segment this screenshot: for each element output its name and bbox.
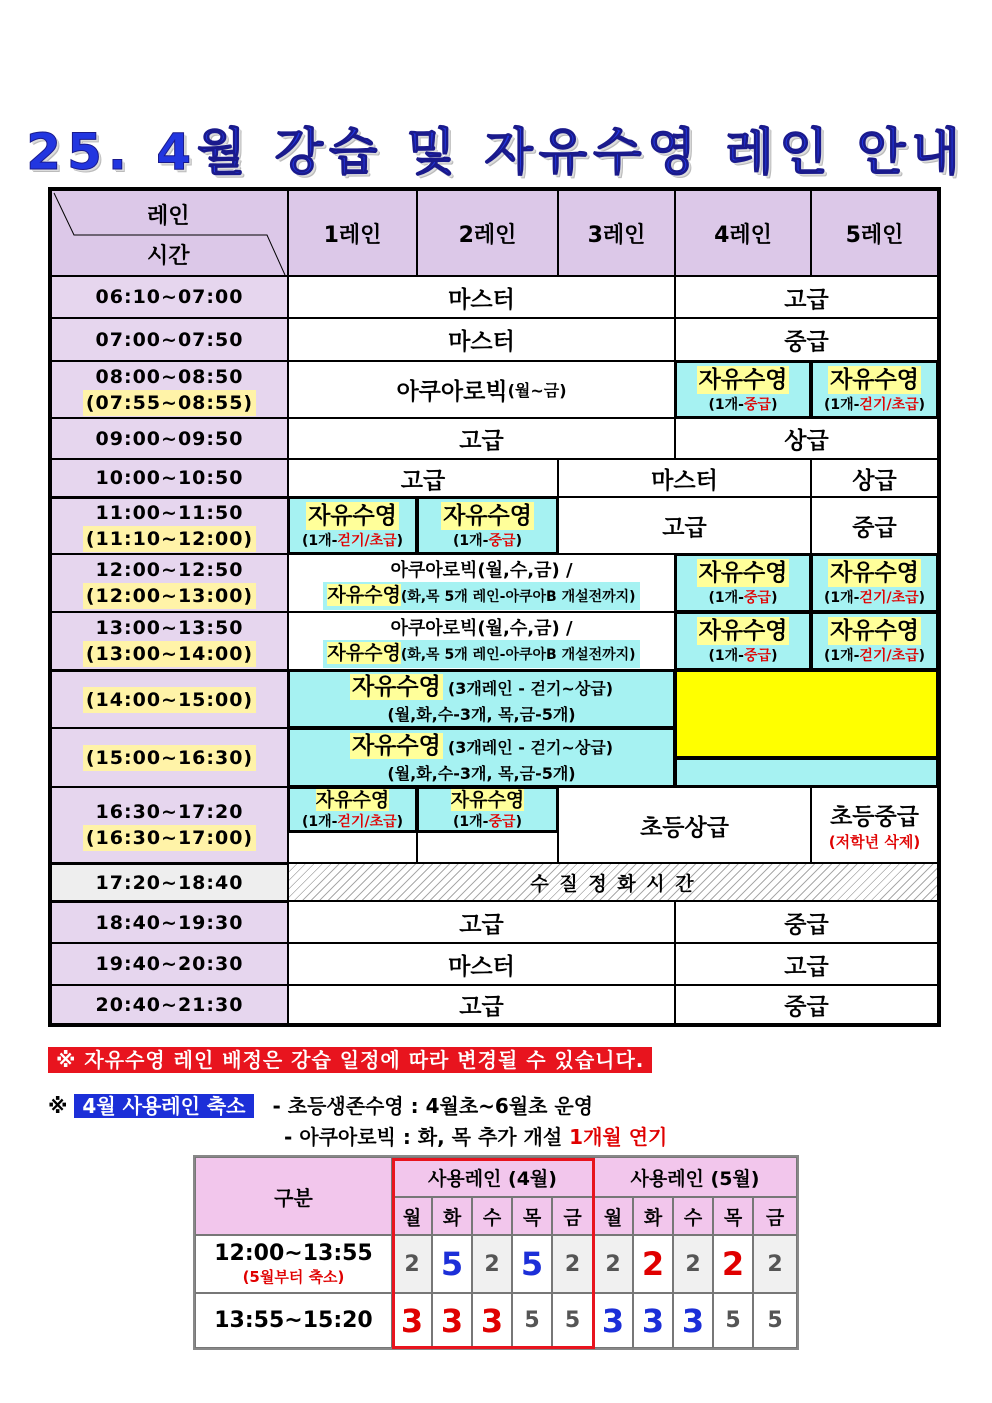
lane-note: (1개-: [823, 648, 860, 664]
free-swim-days: (월,화,수-3개, 목,금-5개): [387, 705, 576, 724]
lane-cell-mixed: [288, 612, 675, 670]
lane-note: ): [515, 813, 522, 830]
lane-cell: 마스터: [288, 943, 675, 985]
aquarobic-days: (월~금): [507, 381, 567, 400]
lane-cell: 고급: [675, 276, 938, 318]
lane-label: 초등중급: [830, 804, 919, 830]
lane-note-level: 중급: [744, 396, 772, 413]
row-time: 20:40~21:30: [51, 985, 288, 1024]
lane-note-level: 걷기/초급: [859, 648, 919, 664]
row-time: 17:20~18:40: [51, 863, 288, 901]
lane-cell: 고급: [288, 985, 675, 1024]
row-time: [51, 670, 288, 728]
day-header: 목: [512, 1197, 552, 1235]
lane-count: 3: [432, 1293, 472, 1348]
lane-count: 3: [593, 1293, 633, 1348]
row-label: [195, 1235, 392, 1293]
free-swim-label: 자유수영: [830, 618, 919, 644]
day-header: 목: [713, 1197, 753, 1235]
row-label-note: (5월부터 축소): [242, 1268, 345, 1286]
free-swim-cell: [811, 612, 938, 670]
header-lane-label: 레인: [147, 204, 190, 229]
lane-count: 3: [633, 1293, 673, 1348]
lane-note: (1개-: [301, 532, 338, 549]
lane-note: (1개-: [708, 648, 744, 664]
time-main: 08:00~08:50: [95, 365, 244, 388]
lane-count: 5: [552, 1293, 593, 1348]
lane-count: 2: [593, 1235, 633, 1293]
free-swim-cell: [811, 361, 938, 418]
free-swim-line: [323, 582, 639, 610]
free-swim-line: [323, 640, 639, 668]
header-lane-5: 5레인: [811, 190, 938, 276]
row-time: 06:10~07:00: [51, 276, 288, 318]
free-swim-cell: [675, 612, 811, 670]
day-header: 금: [753, 1197, 797, 1235]
lane-note: (1개-: [823, 396, 860, 413]
time-sub: (07:55~08:55): [83, 390, 256, 416]
page-title: 25. 4월 강습 및 자유수영 레인 안내: [26, 123, 966, 181]
lane-count: 5: [512, 1235, 552, 1293]
notice-lane-reduction: [48, 1093, 593, 1119]
header-lane-3: 3레인: [558, 190, 675, 276]
time-main: 11:00~11:50: [95, 502, 244, 524]
lane-cell: 상급: [811, 459, 938, 497]
free-swim-days: (월,화,수-3개, 목,금-5개): [387, 763, 576, 783]
lane-cell: 고급: [288, 901, 675, 943]
free-swim-cell: [417, 497, 558, 554]
free-swim-cell-wide: [288, 728, 675, 787]
time-sub: (12:00~13:00): [83, 583, 256, 609]
lane-cell: [811, 787, 938, 863]
lane-usage-table: [193, 1155, 799, 1350]
lane-cell-mixed: [288, 554, 675, 612]
aquarobic-line: 아쿠아로빅(월,수,금) /: [390, 618, 573, 639]
free-swim-label: 자유수영: [698, 618, 788, 644]
may-header: 사용레인 (5월): [593, 1157, 797, 1197]
row-time: [51, 787, 288, 863]
notice-aquarobic: [284, 1124, 667, 1150]
lane-note-level: 걷기/초급: [859, 590, 919, 606]
lane-cell: 고급: [288, 459, 558, 497]
aquarobic-label: 아쿠아로빅: [396, 379, 508, 405]
lane-note: (1개-: [301, 813, 338, 830]
time-main: 16:30~17:20: [95, 801, 244, 823]
lane-cell: 중급: [811, 497, 938, 554]
lane-count: 3: [472, 1293, 512, 1348]
free-swim-label: 자유수영: [443, 502, 532, 529]
lane-count: 3: [392, 1293, 432, 1348]
lane-note-level: 중급: [744, 648, 772, 664]
lane-cell: 고급: [558, 497, 811, 554]
time-sub: (11:10~12:00): [83, 526, 256, 552]
free-swim-detail: (화,목 5개 레인-아쿠아B 개설전까지): [400, 647, 636, 663]
lane-cell: 고급: [288, 418, 675, 459]
lane-count: 5: [432, 1235, 472, 1293]
time-sub: (16:30~17:00): [83, 825, 256, 851]
lane-note: (1개-: [708, 590, 744, 606]
lane-count: 2: [392, 1235, 432, 1293]
notice-banner: ※ 자유수영 레인 배정은 강습 일정에 따라 변경될 수 있습니다.: [48, 1047, 652, 1073]
free-swim-detail: (3개레인 - 걷기~상급): [447, 679, 614, 698]
header-lane-2: 2레인: [417, 190, 558, 276]
lane-count: 2: [673, 1235, 713, 1293]
lane-note-level: 중급: [488, 813, 516, 830]
row-time: 19:40~20:30: [51, 943, 288, 985]
free-swim-label: 자유수영: [327, 642, 401, 664]
lane-cell: 마스터: [288, 276, 675, 318]
free-swim-label: 자유수영: [698, 366, 788, 393]
lane-note-level: 중급: [744, 590, 772, 606]
aquarobic-line: 아쿠아로빅(월,수,금) /: [390, 560, 573, 581]
free-swim-cell: [811, 554, 938, 612]
lane-note-level: 걷기/초급: [859, 396, 919, 413]
survival-free-swim: [675, 758, 938, 787]
notice-survival: - 초등생존수영 : 4월초~6월초 운영: [272, 1094, 594, 1118]
empty-cell: [417, 832, 558, 863]
row-time: [51, 497, 288, 554]
notice-badge: 4월 사용레인 축소: [74, 1094, 253, 1118]
day-header: 수: [673, 1197, 713, 1235]
notice-aquarobic-text: - 아쿠아로빅 : 화, 목 추가 개설: [284, 1125, 563, 1149]
lane-cell: 초등상급: [558, 787, 811, 863]
lane-count: 5: [753, 1293, 797, 1348]
time-main: 13:00~13:50: [95, 617, 244, 639]
lane-count: 2: [753, 1235, 797, 1293]
time-sub: (13:00~14:00): [83, 641, 256, 667]
lane-note: ): [918, 396, 926, 413]
free-swim-cell: [675, 361, 811, 418]
lane-note: (저학년 삭제): [828, 833, 921, 851]
free-swim-label: 자유수영: [830, 366, 919, 393]
lane-cell: 중급: [675, 985, 938, 1024]
day-header: 금: [552, 1197, 593, 1235]
april-header: 사용레인 (4월): [392, 1157, 593, 1197]
lane-note-level: 걷기/초급: [337, 813, 397, 830]
free-swim-label: 자유수영: [327, 584, 401, 606]
lane-cell: 중급: [675, 318, 938, 361]
row-time: [51, 554, 288, 612]
notice-aquarobic-delay: 1개월 연기: [569, 1125, 668, 1149]
header-lane-1: 1레인: [288, 190, 417, 276]
free-swim-cell: [288, 497, 417, 554]
lane-count: 5: [512, 1293, 552, 1348]
free-swim-cell-wide: [288, 670, 675, 728]
free-swim-label: 자유수영: [308, 502, 397, 529]
lane-cell: 상급: [675, 418, 938, 459]
lane-note: ): [771, 396, 778, 413]
lane-note: (1개-: [453, 813, 489, 830]
row-time: [51, 728, 288, 787]
free-swim-cell: [417, 787, 558, 832]
day-header: 월: [593, 1197, 633, 1235]
row-time: 09:00~09:50: [51, 418, 288, 459]
free-swim-detail: (3개레인 - 걷기~상급): [447, 737, 614, 757]
lane-note: (1개-: [453, 532, 489, 549]
lane-note: (1개-: [823, 590, 860, 606]
lane-note-level: 걷기/초급: [337, 532, 397, 549]
day-header: 월: [392, 1197, 432, 1235]
free-swim-cell: [288, 787, 417, 832]
lane-count: 2: [713, 1235, 753, 1293]
lane-cell: 고급: [675, 943, 938, 985]
row-time: 07:00~07:50: [51, 318, 288, 361]
lane-cell: 마스터: [288, 318, 675, 361]
header-lane-4: 4레인: [675, 190, 811, 276]
schedule-table: [48, 187, 941, 1027]
lane-usage-label: 구분: [195, 1157, 392, 1235]
free-swim-label: 자유수영: [351, 674, 441, 700]
header-time-label: 시간: [147, 244, 190, 269]
lane-cell-aquarobic: [288, 361, 675, 418]
row-time: 10:00~10:50: [51, 459, 288, 497]
lane-count: 3: [673, 1293, 713, 1348]
free-swim-label: 자유수영: [351, 732, 441, 759]
free-swim-cell: [675, 554, 811, 612]
row-label-time: 12:00~13:55: [214, 1241, 373, 1266]
lane-count: 2: [472, 1235, 512, 1293]
lane-count: 2: [552, 1235, 593, 1293]
free-swim-detail: (화,목 5개 레인-아쿠아B 개설전까지): [400, 589, 636, 605]
lane-note: (1개-: [708, 396, 744, 413]
day-header: 화: [633, 1197, 673, 1235]
empty-cell: [288, 832, 417, 863]
lane-note: ): [771, 590, 778, 606]
survival-swim-cell: [675, 670, 938, 758]
row-time: 18:40~19:30: [51, 901, 288, 943]
lane-note: ): [918, 648, 926, 664]
row-time: [51, 361, 288, 418]
free-swim-label: 자유수영: [315, 788, 390, 811]
lane-note: ): [396, 813, 404, 830]
lane-note: ): [771, 648, 778, 664]
lane-count: 2: [633, 1235, 673, 1293]
row-time: [51, 612, 288, 670]
row-label-time: 13:55~15:20: [195, 1293, 392, 1348]
lane-note: ): [918, 590, 926, 606]
free-swim-label: 자유수영: [698, 560, 788, 586]
water-purification-cell: 수 질 정 화 시 간: [288, 863, 938, 901]
day-header: 화: [432, 1197, 472, 1235]
notice-mark: ※: [48, 1094, 68, 1118]
lane-cell: 마스터: [558, 459, 811, 497]
lane-cell: 중급: [675, 901, 938, 943]
lane-note-level: 중급: [488, 532, 516, 549]
free-swim-label: 자유수영: [830, 560, 919, 586]
lane-count: 5: [713, 1293, 753, 1348]
time-sub: (15:00~16:30): [83, 745, 256, 771]
lane-note: ): [515, 532, 522, 549]
lane-note: ): [396, 532, 404, 549]
time-sub: (14:00~15:00): [83, 687, 256, 713]
free-swim-label: 자유수영: [450, 788, 525, 811]
day-header: 수: [472, 1197, 512, 1235]
time-main: 12:00~12:50: [95, 559, 244, 581]
header-lane-time: [51, 190, 288, 276]
